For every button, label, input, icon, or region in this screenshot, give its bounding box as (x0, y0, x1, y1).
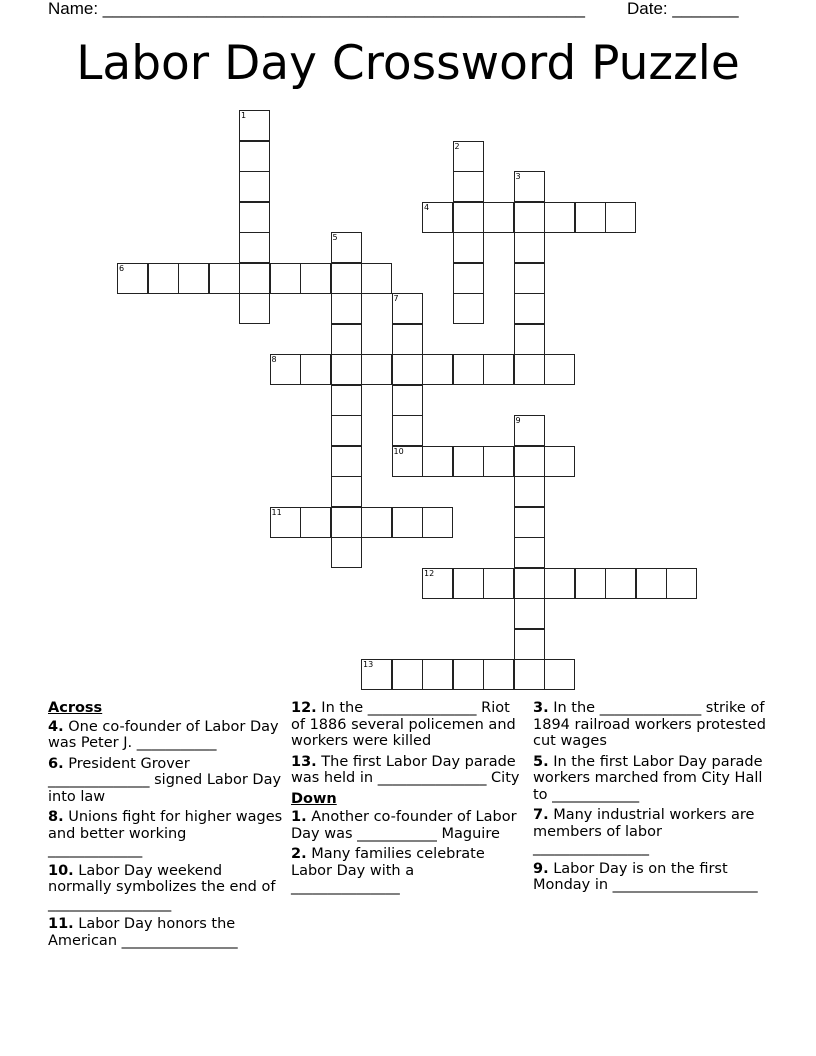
clue-number-2: 2 (454, 141, 460, 151)
grid-cell[interactable] (422, 202, 453, 233)
grid-cell[interactable] (270, 507, 301, 538)
grid-cell[interactable] (331, 293, 362, 324)
grid-cell[interactable] (361, 659, 392, 690)
grid-cell[interactable] (453, 171, 484, 202)
grid-cell[interactable] (300, 263, 331, 294)
clue-across-4: 4. One co-founder of Labor Day was Peter J. ___________ (48, 718, 279, 751)
grid-cell[interactable] (514, 324, 545, 355)
clue-down-1: 1. Another co-founder of Labor Day was ___________ Maguire (291, 809, 517, 842)
grid-cell[interactable] (148, 263, 179, 294)
grid-cell[interactable] (239, 110, 270, 141)
grid-cell[interactable] (331, 446, 362, 477)
grid-cell[interactable] (514, 202, 545, 233)
clue-across-10: 10. Labor Day weekend normally symbolizes the end of _________________ (48, 862, 276, 912)
grid-cell[interactable] (117, 263, 148, 294)
clue-number-4: 4 (424, 202, 430, 212)
grid-cell[interactable] (544, 568, 575, 599)
grid-cell[interactable] (483, 568, 514, 599)
grid-cell[interactable] (239, 293, 270, 324)
grid-cell[interactable] (239, 263, 270, 294)
grid-cell[interactable] (514, 232, 545, 263)
grid-cell[interactable] (453, 659, 484, 690)
grid-cell[interactable] (392, 293, 423, 324)
clue-number-12: 12 (424, 568, 435, 578)
grid-cell[interactable] (514, 446, 545, 477)
clue-number-1: 1 (241, 111, 247, 120)
grid-cell[interactable] (453, 141, 484, 172)
clue-down-5: 5. In the first Labor Day parade workers marched from City Hall to ____________ (533, 753, 763, 803)
grid-cell[interactable] (544, 446, 575, 477)
clue-number-9: 9 (515, 416, 521, 425)
grid-cell[interactable] (331, 415, 362, 446)
across-heading: Across (48, 700, 103, 716)
grid-cell[interactable] (483, 202, 514, 233)
clues-column-3 (533, 700, 769, 898)
grid-cell[interactable] (331, 324, 362, 355)
grid-cell[interactable] (453, 446, 484, 477)
clue-down-2: 2. Many families celebrate Labor Day with a _______________ (291, 846, 485, 895)
grid-cell[interactable] (392, 415, 423, 446)
grid-cell[interactable] (422, 354, 453, 385)
grid-cell[interactable] (331, 385, 362, 416)
grid-cell[interactable] (514, 507, 545, 538)
grid-cell[interactable] (453, 232, 484, 263)
grid-cell[interactable] (178, 263, 209, 294)
clue-across-12: 12. In the _______________ Riot of 1886 several policemen and workers were killed (291, 700, 516, 749)
grid-cell[interactable] (514, 537, 545, 568)
clue-number-10: 10 (393, 446, 404, 456)
clue-number-5: 5 (332, 233, 338, 242)
clue-across-11: 11. Labor Day honors the American ________________ (48, 916, 238, 949)
grid-cell[interactable] (544, 659, 575, 690)
grid-cell[interactable] (453, 202, 484, 233)
name-field-label: Name: ___________________________________________________ (48, 0, 585, 18)
grid-cell[interactable] (331, 476, 362, 507)
grid-cell[interactable] (331, 507, 362, 538)
clue-number-3: 3 (515, 172, 521, 181)
grid-cell[interactable] (300, 507, 331, 538)
clue-number-7: 7 (393, 294, 399, 303)
grid-cell[interactable] (483, 354, 514, 385)
grid-cell[interactable] (392, 659, 423, 690)
clue-across-8: 8. Unions fight for higher wages and better working _____________ (48, 809, 283, 858)
grid-cell[interactable] (514, 476, 545, 507)
grid-cell[interactable] (483, 446, 514, 477)
grid-cell[interactable] (361, 354, 392, 385)
grid-cell[interactable] (514, 659, 545, 690)
clues-column-1 (48, 700, 284, 953)
clues-column-2 (291, 700, 527, 900)
grid-cell[interactable] (636, 568, 667, 599)
clue-number-13: 13 (363, 660, 374, 669)
clue-down-7: 7. Many industrial workers are members of labor ________________ (533, 807, 755, 856)
grid-cell[interactable] (239, 141, 270, 172)
page-title: Labor Day Crossword Puzzle (76, 36, 740, 91)
grid-cell[interactable] (270, 263, 301, 294)
grid-cell[interactable] (514, 568, 545, 599)
grid-cell[interactable] (605, 202, 636, 233)
grid-cell[interactable] (453, 293, 484, 324)
grid-cell[interactable] (331, 232, 362, 263)
clue-down-3: 3. In the ______________ strike of 1894 railroad workers protested cut wages (533, 700, 766, 749)
clue-number-11: 11 (271, 507, 282, 517)
grid-cell[interactable] (453, 263, 484, 294)
grid-cell[interactable] (422, 446, 453, 477)
grid-cell[interactable] (392, 354, 423, 385)
grid-cell[interactable] (544, 202, 575, 233)
grid-cell[interactable] (209, 263, 240, 294)
grid-cell[interactable] (605, 568, 636, 599)
grid-cell[interactable] (392, 385, 423, 416)
grid-cell[interactable] (453, 568, 484, 599)
grid-cell[interactable] (514, 629, 545, 660)
grid-cell[interactable] (392, 446, 423, 477)
grid-cell[interactable] (422, 568, 453, 599)
grid-cell[interactable] (514, 263, 545, 294)
grid-cell[interactable] (239, 202, 270, 233)
grid-cell[interactable] (392, 324, 423, 355)
grid-cell[interactable] (514, 415, 545, 446)
grid-cell[interactable] (422, 659, 453, 690)
clue-across-13: 13. The first Labor Day parade was held in _______________ City (291, 753, 520, 786)
clue-number-8: 8 (271, 355, 277, 364)
grid-cell[interactable] (331, 263, 362, 294)
grid-cell[interactable] (514, 598, 545, 629)
grid-cell[interactable] (575, 568, 606, 599)
date-field-label: Date: _______ (627, 0, 739, 18)
clue-across-6: 6. President Grover ______________ signed Labor Day into law (48, 755, 282, 805)
grid-cell[interactable] (514, 354, 545, 385)
grid-cell[interactable] (270, 354, 301, 385)
clue-down-9: 9. Labor Day is on the first Monday in ____________________ (533, 860, 758, 893)
grid-cell[interactable] (483, 659, 514, 690)
grid-cell[interactable] (514, 171, 545, 202)
grid-cell[interactable] (331, 354, 362, 385)
grid-cell[interactable] (575, 202, 606, 233)
down-heading: Down (291, 790, 337, 807)
grid-cell[interactable] (239, 232, 270, 263)
grid-cell[interactable] (453, 354, 484, 385)
grid-cell[interactable] (300, 354, 331, 385)
grid-cell[interactable] (361, 263, 392, 294)
grid-cell[interactable] (514, 293, 545, 324)
grid-cell[interactable] (666, 568, 697, 599)
grid-cell[interactable] (361, 507, 392, 538)
grid-cell[interactable] (392, 507, 423, 538)
clue-number-6: 6 (119, 263, 125, 273)
grid-cell[interactable] (331, 537, 362, 568)
grid-cell[interactable] (422, 507, 453, 538)
grid-cell[interactable] (239, 171, 270, 202)
grid-cell[interactable] (544, 354, 575, 385)
